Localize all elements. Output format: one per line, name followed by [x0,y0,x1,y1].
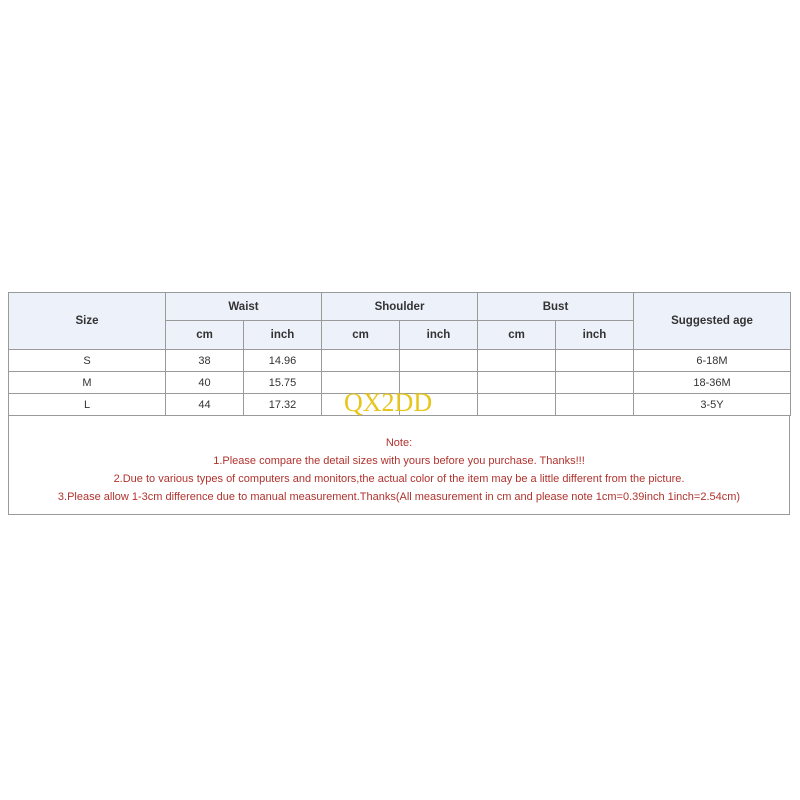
suggested-age-header: Suggested age [634,293,791,350]
note-line: 2.Due to various types of computers and monitors,the actual color of the item may be a little different from the picture. [113,473,685,485]
shoulder-inch-cell [400,350,478,372]
bust-cm-cell [478,372,556,394]
age-cell: 18-36M [634,372,791,394]
shoulder-inch-cell [400,372,478,394]
shoulder-inch-cell [400,394,478,416]
watermark-text: QX2DD [344,388,433,417]
notes-box [8,416,790,515]
waist-inch-cell: 15.75 [244,372,322,394]
shoulder-header: Shoulder [322,293,478,321]
table-row [9,394,791,416]
note-title: Note: [385,437,413,449]
bust-header: Bust [478,293,634,321]
table-row [9,350,791,372]
size-header: Size [9,293,166,350]
note-line: 3.Please allow 1-3cm difference due to manual measurement.Thanks(All measurement in cm and please note 1cm=0.39inch 1inch=2.54cm) [57,491,741,503]
size-cell: L [9,394,166,416]
bust-cm-cell [478,394,556,416]
waist-inch-cell: 17.32 [244,394,322,416]
size-table [8,292,791,416]
shoulder-cm-cell [322,394,400,416]
waist-cm-cell: 40 [166,372,244,394]
unit-header: inch [400,321,478,350]
size-cell: S [9,350,166,372]
note-line: 1.Please compare the detail sizes with yours before you purchase. Thanks!!! [213,455,585,467]
bust-inch-cell [556,372,634,394]
waist-inch-cell: 14.96 [244,350,322,372]
age-cell: 3-5Y [634,394,791,416]
header-row-groups [9,293,791,321]
bust-inch-cell [556,350,634,372]
age-cell: 6-18M [634,350,791,372]
unit-header: cm [322,321,400,350]
shoulder-cm-cell [322,372,400,394]
shoulder-cm-cell [322,350,400,372]
waist-cm-cell: 44 [166,394,244,416]
unit-header: inch [556,321,634,350]
bust-cm-cell [478,350,556,372]
table-row [9,372,791,394]
unit-header: cm [478,321,556,350]
unit-header: inch [244,321,322,350]
size-chart [8,292,790,515]
bust-inch-cell [556,394,634,416]
unit-header: cm [166,321,244,350]
waist-header: Waist [166,293,322,321]
waist-cm-cell: 38 [166,350,244,372]
size-cell: M [9,372,166,394]
